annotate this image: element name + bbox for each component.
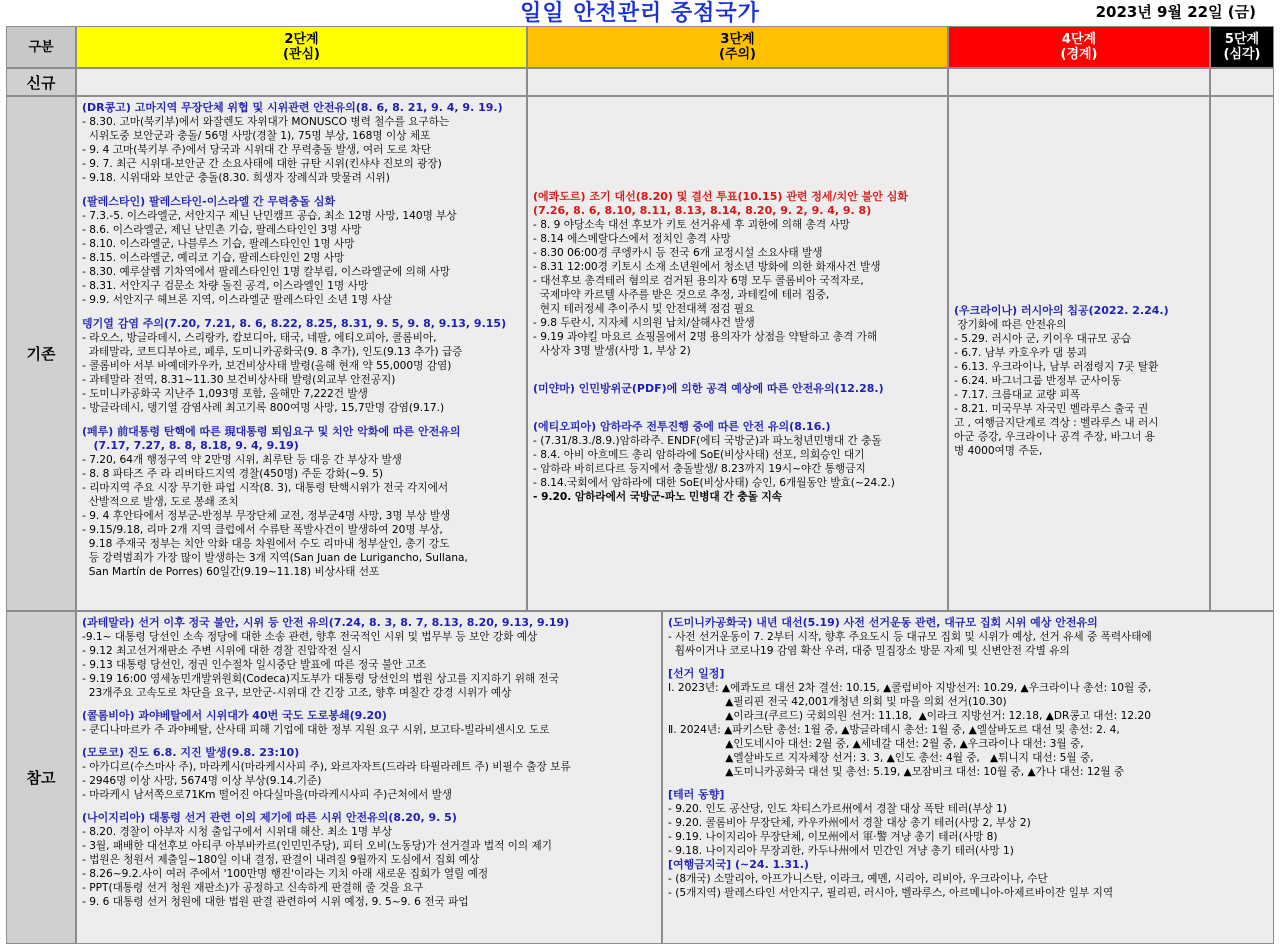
item-line: - 8.31 12:00경 키토시 소재 소년원에서 청소년 방화에 의한 화재사건 발생 <box>533 261 881 273</box>
item-line: - 8.31. 서안지구 검문소 차량 돌진 공격, 이스라엘인 1명 사망 <box>82 280 369 292</box>
item-line: - 2946명 이상 사망, 5674명 이상 부상(9.14.기준) <box>82 775 322 787</box>
new-level-3 <box>527 68 948 96</box>
item-line: - 6.13. 우크라이나, 남부 러점령지 7곳 탈환 <box>954 361 1159 373</box>
item-line: 사상자 3명 발생(사망 1, 부상 2) <box>533 345 691 357</box>
item-line: ▲인도네시아 대선: 2월 중, ▲세네갈 대선: 2월 중, ▲우크라이나 대선: 3월 중, <box>668 738 1084 750</box>
existing-level-4 <box>948 96 1210 611</box>
item-line: - 9.19. 나이지리아 무장단체, 이모州에서 軍·警 겨냥 총기 테러(사망 8) <box>668 831 998 843</box>
item-line: 등 강력범죄가 가장 많이 발생하는 3개 지역(San Juan de Lurigancho, Sullana, <box>82 552 468 564</box>
block-gap <box>82 700 656 709</box>
item-line: San Martín de Porres) 60일간(9.19~11.18) 비상사태 선포 <box>82 566 380 578</box>
item-line: 병 4000여명 주둔, <box>954 445 1043 457</box>
new-level-2 <box>76 68 527 96</box>
item-line: - 8. 8 파타즈 주 라 리버타드지역 경찰(450명) 주둔 강화(~9. 5) <box>82 468 384 480</box>
item-heading: (페루) 前대통령 탄핵에 따른 現대통령 퇴임요구 및 치안 악화에 따른 안전유의 <box>82 425 461 438</box>
item-line: - 8. 9 야당소속 대선 후보가 키토 선거유세 후 괴한에 의해 총격 사망 <box>533 219 850 231</box>
item-line: - 9.20. 콜롬비아 무장단체, 카우카州에서 경찰 대상 총기 테러(사망 2, 부상 2) <box>668 817 1031 829</box>
item-line: - 과테말라 전역, 8.31~11.30 보건비상사태 발령(외교부 안전공지) <box>82 374 396 386</box>
item-heading: (에티오피아) 암하라주 전투진행 중에 따른 안전 유의(8.16.) <box>533 420 831 433</box>
item-line: - 리마지역 주요 시장 무기한 파업 시작(8. 3), 대통령 탄핵시위가 전국 각지에서 <box>82 482 449 494</box>
row-label-existing: 기존 <box>6 96 76 611</box>
item-line: - 8.26~9.2.사이 여러 주에서 '100만명 행진'이라는 기치 아래 새로운 집회가 열릴 예정 <box>82 868 489 880</box>
header-level-4-stage: 4단계 <box>1061 32 1097 47</box>
header-level-4 <box>948 26 1210 68</box>
item-heading: (모로코) 진도 6.8. 지진 발생(9.8. 23:10) <box>82 746 300 759</box>
item-line: 장기화에 따른 안전유의 <box>954 319 1067 331</box>
item-heading: [선거 일정] <box>668 667 725 680</box>
item-line: (7.26, 8. 6, 8.10, 8.11, 8.13, 8.14, 8.20, 9. 2, 9. 4, 9. 8) <box>533 204 872 217</box>
safety-table <box>6 26 1274 944</box>
item-line: - 대선후보 총격테러 혐의로 검거된 용의자 6명 모두 콜롬비아 국적자로, <box>533 275 864 287</box>
item-line: - 9.20. 암하라에서 국방군-파노 민병대 간 충돌 지속 <box>533 491 782 503</box>
header-level-2-stage: 2단계 <box>284 32 319 47</box>
block-gap <box>82 737 656 746</box>
header-category-label: 구분 <box>28 39 54 55</box>
item-line: - 8.14.국회에서 암하라에 대한 SoE(비상사태) 승인, 6개월동안 발효(~24.2.) <box>533 477 895 489</box>
item-heading: [테러 동향] <box>668 788 725 801</box>
item-line: ▲엘살바도르 지자체장 선거: 3. 3, ▲인도 총선: 4월 중, ▲튀니지 대선: 5월 중, <box>668 752 1094 764</box>
item-line: 과테말라, 코트디부아르, 페루, 도미니카공화국(9. 8 추가), 인도(9.13 추가) 급증 <box>82 346 463 358</box>
item-line: - 6.7. 남부 카호우카 댐 붕괴 <box>954 347 1087 359</box>
item-line: -9.1~ 대통령 당선인 소속 정당에 대한 소송 관련, 향후 전국적인 시위 및 법무부 등 보안 강화 예상 <box>82 631 538 643</box>
item-line: - 8.14 에스메랄다스에서 정치인 총격 사망 <box>533 233 731 245</box>
header-category <box>6 26 76 68</box>
item-line: 현지 테러정세 추이주시 및 안전대책 점검 필요 <box>533 303 755 315</box>
item-line: - PPT(대통령 선거 청원 재판소)가 공정하고 신속하게 판결해 줄 것을 요구 <box>82 882 424 894</box>
item-line: - 마라케시 남서쪽으로71Km 떨어진 아다실마을(마라케시사피 주)근처에서 발생 <box>82 789 453 801</box>
existing-level-3 <box>527 96 948 611</box>
item-line: - (8개국) 소말리아, 아프가니스탄, 이라크, 예멘, 시리아, 리비아, 우크라이나, 수단 <box>668 873 1048 885</box>
item-line: - 라오스, 방글라데시, 스리랑카, 캄보디아, 태국, 네팔, 에티오피아, 콜롬비아, <box>82 332 437 344</box>
item-line: - 아가디르(수스마사 주), 마라케시(마라케시사피 주), 와르자자트(드라라 타필라레트 주) 비필수 출장 보류 <box>82 761 571 773</box>
item-heading: (나이지리아) 대통령 선거 관련 이의 제기에 따른 시위 안전유의(8.20, 9. 5) <box>82 811 457 824</box>
reference-left <box>76 611 662 944</box>
item-heading: (과테말라) 선거 이후 정국 불안, 시위 등 안전 유의(7.24, 8. 3, 8. 7, 8.13, 8.20, 9.13, 9.19) <box>82 616 570 629</box>
item-line: - 7.20, 64개 행정구역 약 2만명 시위, 최루탄 등 대응 간 부상자 발생 <box>82 454 402 466</box>
item-line: - (5개지역) 팔레스타인 서안지구, 필리핀, 러시아, 벨라루스, 아르메니아-아제르바이잔 일부 지역 <box>668 887 1114 899</box>
item-line: - 9.8 두란시, 지자체 시의원 납치/살해사건 발생 <box>533 317 755 329</box>
item-heading: (콜롬비아) 과야베탈에서 시위대가 40번 국도 도로봉쇄(9.20) <box>82 709 387 722</box>
existing-level-2 <box>76 96 527 611</box>
header-level-2 <box>76 26 527 68</box>
header-level-3 <box>527 26 948 68</box>
block-gap <box>82 415 521 425</box>
report-date: 2023년 9월 22일 (금) <box>1095 3 1256 21</box>
header-level-3-status: (주의) <box>719 47 756 62</box>
item-line: - 쿤디나마르카 주 과야베탈, 산사태 피해 기업에 대한 정부 지원 요구 시위, 보고타-빌라비센시오 도로 <box>82 724 550 736</box>
item-line: - 8.21. 미국무부 자국민 벨라루스 출국 권 <box>954 403 1149 415</box>
item-line: - 9. 7. 최근 시위대-보안군 간 소요사태에 대한 규탄 시위(킨샤샤 진보의 광장) <box>82 158 442 170</box>
item-line: - 9.20. 인도 공산당, 인도 차티스가르州에서 경찰 대상 폭탄 테러(부상 1) <box>668 803 1008 815</box>
block-gap <box>533 358 942 382</box>
item-line: - 콜롬비아 서부 바예데카우카, 보건비상사태 발령(올해 현재 약 55,000명 감염) <box>82 360 452 372</box>
block-gap <box>82 185 521 195</box>
item-heading: (팔레스타인) 팔레스타인-이스라엘 간 무력충돌 심화 <box>82 195 336 208</box>
item-line: - 9. 4 후안타에서 정부군-반정부 무장단체 교전, 정부군4명 사망, 3명 부상 발생 <box>82 510 451 522</box>
header-level-3-stage: 3단계 <box>720 32 755 47</box>
row-label-reference: 참고 <box>6 611 76 944</box>
item-line: - 9.18. 나이지리아 무장괴한, 카두나州에서 민간인 겨냥 총기 테러(사망 1) <box>668 845 1014 857</box>
item-line: - 8.4. 아비 아흐메드 총리 암하라에 SoE(비상사태) 선포, 의회승인 대기 <box>533 449 865 461</box>
new-level-4 <box>948 68 1210 96</box>
existing-level-5 <box>1210 96 1274 611</box>
item-line: - 방글라데시, 뎅기열 감염사례 최고기록 800여명 사망, 15,7만명 감염(9.17.) <box>82 402 445 414</box>
item-heading: (에콰도르) 조기 대선(8.20) 및 결선 투표(10.15) 관련 정세/치안 불안 심화 <box>533 190 908 203</box>
item-line: ▲이라크(쿠르드) 국회의원 선거: 11.18, ▲이라크 지방선거: 12.18, ▲DR콩고 대선: 12.20 <box>668 710 1151 722</box>
item-line: 23개주요 고속도로 차단을 요구, 보안군-시위대 간 긴장 고조, 향후 며칠간 강경 시위가 예상 <box>82 687 512 699</box>
item-line: - (7.31/8.3./8.9.)암하라주. ENDF(에티 국방군)과 파노청년민병대 간 충돌 <box>533 435 882 447</box>
item-line: - 9. 6 대통령 선거 청원에 대한 법원 판결 관련하여 시위 예정, 9. 5~9. 6 전국 파업 <box>82 896 469 908</box>
item-heading: [여행금지국] (~24. 1.31.) <box>668 858 809 871</box>
row-label-new: 신규 <box>6 68 76 96</box>
header-level-5-status: (심각) <box>1223 47 1261 62</box>
item-line: - 9.15/9.18, 리마 2개 지역 클럽에서 수류탄 폭발사건이 발생하여 20명 부상, <box>82 524 443 536</box>
item-line: - 8.6. 이스라엘군, 제닌 난민촌 기습, 팔레스타인인 3명 사망 <box>82 224 362 236</box>
item-line: - 6.24. 바그너그룹 반정부 군사이동 <box>954 375 1122 387</box>
item-heading: 뎅기열 감염 주의(7.20, 7.21, 8. 6, 8.22, 8.25, 8.31, 9. 5, 9. 8, 9.13, 9.15) <box>82 317 507 330</box>
item-line: ▲도미니카공화국 대선 및 총선: 5.19, ▲모잠비크 대선: 10월 중, ▲가나 대선: 12월 중 <box>668 766 1125 778</box>
item-line: - 9.19 16:00 영세농민개발위원회(Codeca)지도부가 대통령 당선인의 법원 상고를 지지하기 위해 전국 <box>82 673 560 685</box>
item-line: - 8.20. 경찰이 아부자 시청 출입구에서 시위대 해산. 최소 1명 부상 <box>82 826 392 838</box>
item-heading: (미얀마) 인민방위군(PDF)에 의한 공격 예상에 따른 안전유의(12.28.) <box>533 382 884 395</box>
item-line: 시위도중 보안군과 충돌/ 56명 사망(경찰 1), 75명 부상, 168명 이상 체포 <box>82 130 431 142</box>
item-line: Ⅱ. 2024년: ▲파키스탄 총선: 1월 중, ▲방글라데시 총선: 1월 중, ▲엘살바도르 대선 및 총선: 2. 4, <box>668 724 1120 736</box>
item-line: - 도미니카공화국 지난주 1,093명 포함, 올해만 7,222건 발생 <box>82 388 368 400</box>
item-line: - 3월, 패배한 대선후보 아티쿠 아부바카르(인민민주당), 피터 오비(노동당)가 선거결과 법적 이의 제기 <box>82 840 552 852</box>
block-gap <box>533 396 942 420</box>
item-line: 9.18 주재국 정부는 치안 악화 대응 차원에서 수도 리마내 청부살인, 총기 강도 <box>82 538 450 550</box>
item-line: - 9.13 대통령 당선인, 정권 인수절차 일시중단 발표에 따른 정국 불안 고조 <box>82 659 427 671</box>
item-line: - 8.30. 예루살렘 기차역에서 팔레스타인인 1명 칼부림, 이스라엘군에 의해 사망 <box>82 266 450 278</box>
block-gap <box>668 779 1268 788</box>
page-title: 일일 안전관리 중점국가 <box>520 1 760 26</box>
item-line: - 8.30. 고마(북키부)에서 와잘렌도 자위대가 MONUSCO 병력 철수를 요구하는 <box>82 116 450 128</box>
reference-right <box>662 611 1274 944</box>
item-line: - 9.9. 서안지구 헤브론 지역, 이스라엘군 팔레스타인 소년 1명 사살 <box>82 294 393 306</box>
item-line: - 사전 선거운동이 7. 2부터 시작, 향후 주요도시 등 대규모 집회 및 시위가 예상, 선거 유세 중 폭력사태에 <box>668 631 1152 643</box>
item-line: - 7.17. 크름대교 교량 피폭 <box>954 389 1081 401</box>
item-line: - 암하라 바히르다르 등지에서 충돌발생/ 8.23까지 19시~야간 통행금지 <box>533 463 866 475</box>
header-level-5-stage: 5단계 <box>1224 32 1260 47</box>
item-line: - 8.15. 이스라엘군, 예리코 기습, 팔레스타인인 2명 사망 <box>82 252 345 264</box>
item-line: - 9.19 과야킬 마요르 쇼핑몰에서 2명 용의자가 상점을 약탈하고 총격 가해 <box>533 331 878 343</box>
item-line: - 9.12 최고선거재판소 주변 시위에 대한 경찰 진압작전 실시 <box>82 645 362 657</box>
item-heading: (도미니카공화국) 내년 대선(5.19) 사전 선거운동 관련, 대규모 집회 시위 예상 안전유의 <box>668 616 1098 629</box>
item-line: - 8.30 06:00경 쿠엥카시 등 전국 6개 교정시설 소요사태 발생 <box>533 247 823 259</box>
block-gap <box>668 658 1268 667</box>
item-line: (7.17, 7.27, 8. 8, 8.18, 9. 4, 9.19) <box>82 439 299 452</box>
new-level-5 <box>1210 68 1274 96</box>
header-level-5 <box>1210 26 1274 68</box>
header-level-4-status: (경계) <box>1060 47 1098 62</box>
item-line: 산발적으로 발생, 도로 봉쇄 조치 <box>82 496 239 508</box>
item-heading: (DR콩고) 고마지역 무장단체 위협 및 시위관련 안전유의(8. 6, 8. 21, 9. 4, 9. 19.) <box>82 101 503 114</box>
item-line: - 5.29. 러시아 군, 키이우 대규모 공습 <box>954 333 1132 345</box>
block-gap <box>82 802 656 811</box>
item-line: - 8.10. 이스라엘군, 나블루스 기습, 팔레스타인인 1명 사망 <box>82 238 355 250</box>
header-level-2-status: (관심) <box>283 47 320 62</box>
item-line: - 7.3.-5. 이스라엘군, 서안지구 제닌 난민캠프 공습, 최소 12명 사망, 140명 부상 <box>82 210 457 222</box>
item-line: 휩싸이거나 코로나19 감염 확산 우려, 대중 밀집장소 방문 자제 및 신변안전 각별 유의 <box>668 645 1070 657</box>
item-line: 아군 증강, 우크라이나 공격 주장, 바그너 용 <box>954 431 1155 443</box>
item-line: - 9. 4 고마(북키부 주)에서 당국과 시위대 간 무력충돌 발생, 여러 도로 차단 <box>82 144 432 156</box>
item-line: - 법원은 청원서 제출일~180일 이내 결정, 판결이 내려질 9월까지 도심에서 집회 예상 <box>82 854 480 866</box>
item-line: ▲필리핀 전국 42,001개청년 의회 및 마을 의회 선거(10.30) <box>668 696 1007 708</box>
item-heading: (우크라이나) 러시아의 침공(2022. 2.24.) <box>954 304 1169 317</box>
block-gap <box>82 307 521 317</box>
item-line: 고 , 여행금지단계로 격상 : 벨라루스 내 러시 <box>954 417 1159 429</box>
item-line: Ⅰ. 2023년: ▲에콰도르 대선 2차 결선: 10.15, ▲콜럼비아 지방선거: 10.29, ▲우크라이나 총선: 10월 중, <box>668 682 1152 694</box>
item-line: - 9.18. 시위대와 보안군 충돌(8.30. 희생자 장례식과 맞물려 시위) <box>82 172 390 184</box>
item-line: 국제마약 카르텔 사주를 받은 것으로 추정, 과테킬에 테러 집중, <box>533 289 830 301</box>
